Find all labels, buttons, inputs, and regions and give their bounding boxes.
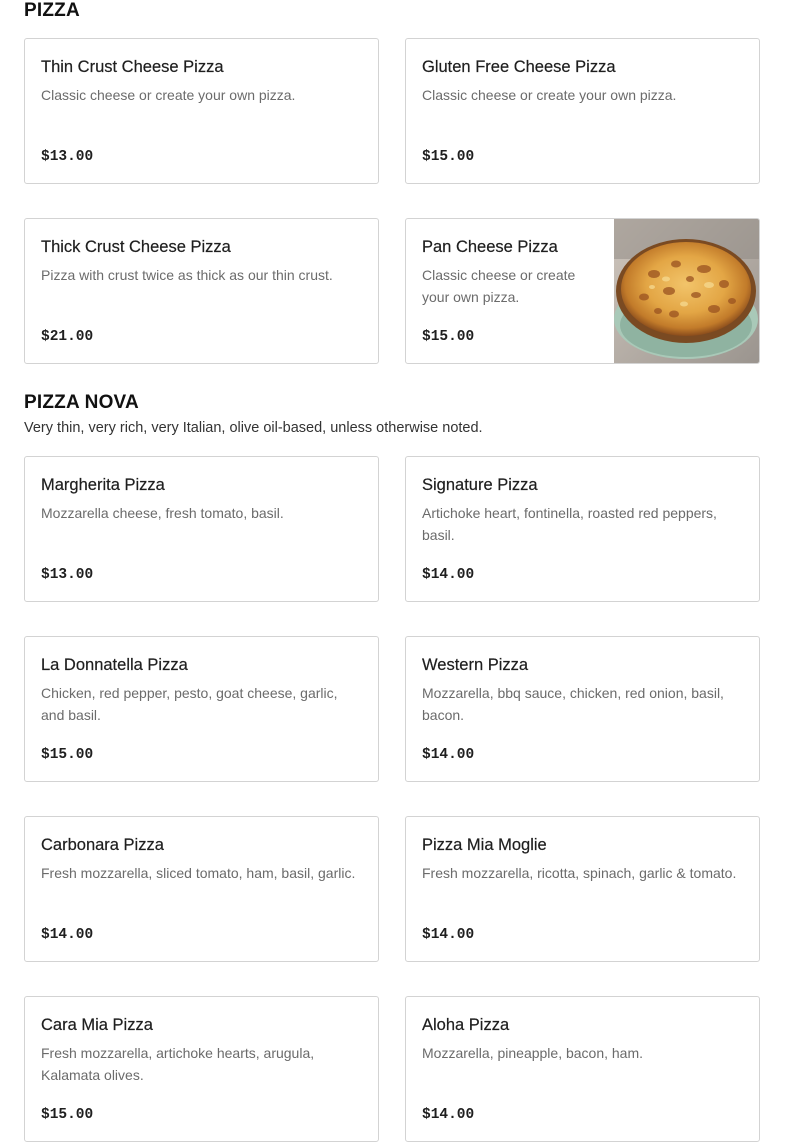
item-price: $14.00 xyxy=(422,747,475,763)
item-price: $14.00 xyxy=(41,927,94,943)
section-title-pizza-nova: PIZZA NOVA xyxy=(24,392,139,413)
item-name: Margherita Pizza xyxy=(41,476,165,494)
item-price: $14.00 xyxy=(422,567,475,583)
item-price: $13.00 xyxy=(41,567,94,583)
item-description: Mozzarella, bbq sauce, chicken, red onion, basil, bacon. xyxy=(422,685,724,723)
item-name: Signature Pizza xyxy=(422,476,538,494)
menu-item-card[interactable] xyxy=(24,218,379,364)
item-description: Classic cheese or create your own pizza. xyxy=(41,87,296,103)
item-name: Pan Cheese Pizza xyxy=(422,238,558,256)
item-price: $13.00 xyxy=(41,149,94,165)
menu-item-card[interactable] xyxy=(405,218,760,364)
menu-item-card[interactable] xyxy=(405,456,760,602)
item-price: $15.00 xyxy=(422,149,475,165)
menu-item-card[interactable] xyxy=(405,38,760,184)
item-name: Pizza Mia Moglie xyxy=(422,836,547,854)
menu-item-card[interactable] xyxy=(24,38,379,184)
item-name: Thin Crust Cheese Pizza xyxy=(41,58,224,76)
item-description: Mozzarella, pineapple, bacon, ham. xyxy=(422,1045,644,1061)
item-description: Fresh mozzarella, sliced tomato, ham, basil, garlic. xyxy=(41,865,356,881)
item-name: Western Pizza xyxy=(422,656,529,674)
item-price: $15.00 xyxy=(422,329,475,345)
item-name: Carbonara Pizza xyxy=(41,836,164,854)
menu-item-card[interactable] xyxy=(405,996,760,1142)
item-description: Classic cheese or create your own pizza. xyxy=(422,267,576,305)
item-name: La Donnatella Pizza xyxy=(41,656,188,674)
item-name: Gluten Free Cheese Pizza xyxy=(422,58,616,76)
menu-item-card[interactable] xyxy=(24,456,379,602)
section-title-pizza: PIZZA xyxy=(24,0,80,21)
menu-item-card[interactable] xyxy=(24,996,379,1142)
item-description: Fresh mozzarella, ricotta, spinach, garlic & tomato. xyxy=(422,865,737,881)
item-price: $15.00 xyxy=(41,1107,94,1123)
item-name: Aloha Pizza xyxy=(422,1016,510,1034)
item-price: $21.00 xyxy=(41,329,94,345)
section-description: Very thin, very rich, very Italian, olive oil-based, unless otherwise noted. xyxy=(24,420,483,436)
pan-pizza-photo xyxy=(614,219,759,364)
item-description: Classic cheese or create your own pizza. xyxy=(422,87,677,103)
item-description: Chicken, red pepper, pesto, goat cheese, garlic, and basil. xyxy=(41,685,338,723)
item-description: Mozzarella cheese, fresh tomato, basil. xyxy=(41,505,284,521)
menu-item-card[interactable] xyxy=(24,636,379,782)
item-name: Cara Mia Pizza xyxy=(41,1016,153,1034)
menu-item-card[interactable] xyxy=(405,816,760,962)
item-price: $15.00 xyxy=(41,747,94,763)
item-description: Artichoke heart, fontinella, roasted red peppers, basil. xyxy=(422,505,717,543)
menu-item-card[interactable] xyxy=(405,636,760,782)
item-description: Fresh mozzarella, artichoke hearts, arugula, Kalamata olives. xyxy=(41,1045,315,1083)
item-name: Thick Crust Cheese Pizza xyxy=(41,238,231,256)
item-description: Pizza with crust twice as thick as our thin crust. xyxy=(41,267,333,283)
item-price: $14.00 xyxy=(422,927,475,943)
menu-item-card[interactable] xyxy=(24,816,379,962)
item-price: $14.00 xyxy=(422,1107,475,1123)
